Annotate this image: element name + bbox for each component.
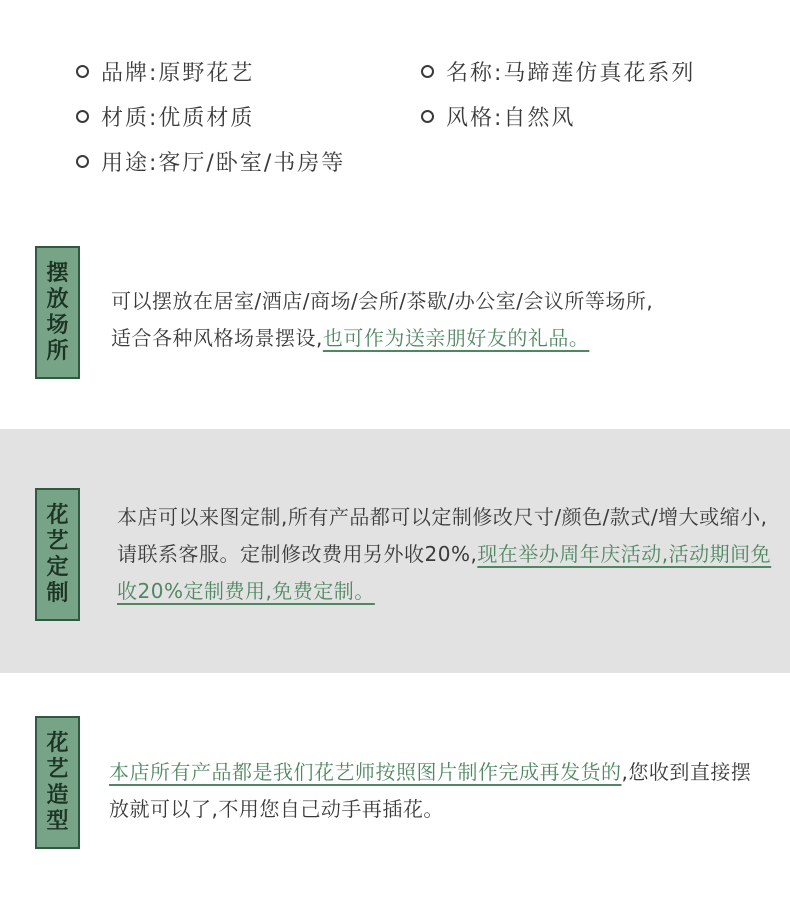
placement-highlight-text: 也可作为送亲朋好友的礼品。 — [322, 326, 590, 350]
circle-bullet-icon — [76, 110, 89, 123]
circle-bullet-icon — [421, 110, 434, 123]
custom-highlight-text: 现在举办周年庆活动,活动期间免收20%定制费用,免费定制。 — [117, 542, 772, 603]
tag-char: 所 — [46, 338, 69, 364]
tag-char: 定 — [46, 554, 69, 580]
placement-line-2-text: 适合各种风格场景摆设, — [111, 326, 323, 350]
custom-section — [0, 429, 790, 673]
spec-material-text: 材质:优质材质 — [101, 106, 255, 131]
tag-char: 放 — [46, 286, 69, 312]
tag-char: 艺 — [46, 528, 69, 554]
spec-usage — [76, 146, 345, 177]
spec-brand-text: 品牌:原野花艺 — [101, 61, 255, 86]
tag-char: 型 — [46, 808, 69, 834]
spec-style-text: 风格:自然风 — [446, 106, 576, 131]
placement-line-1: 可以摆放在居室/酒店/商场/会所/茶歇/办公室/会议所等场所, — [111, 289, 654, 313]
placement-tag — [35, 246, 80, 379]
tag-char: 场 — [46, 312, 69, 338]
custom-tag — [35, 488, 80, 621]
custom-text: 本店可以来图定制,所有产品都可以定制修改尺寸/颜色/款式/增大或缩小,请联系客服。定制修改费用另外收20%, — [117, 505, 768, 566]
spec-name — [421, 56, 695, 87]
design-section — [0, 673, 790, 904]
tag-char: 花 — [46, 502, 69, 528]
product-specs-list — [0, 0, 790, 200]
tag-char: 摆 — [46, 260, 69, 286]
spec-material — [76, 101, 254, 132]
tag-char: 造 — [46, 782, 69, 808]
design-description — [109, 754, 769, 828]
circle-bullet-icon — [76, 65, 89, 78]
design-highlight-text: 本店所有产品都是我们花艺师按照图片制作完成再发货的 — [109, 760, 622, 784]
design-text: ,您收到直接摆放就可以了,不用您自己动手再插花。 — [109, 760, 752, 821]
placement-section — [0, 200, 790, 429]
tag-char: 花 — [46, 730, 69, 756]
spec-style — [421, 101, 575, 132]
placement-line-2 — [111, 320, 761, 357]
tag-char: 艺 — [46, 756, 69, 782]
circle-bullet-icon — [421, 65, 434, 78]
custom-description — [117, 499, 779, 610]
design-tag — [35, 716, 80, 849]
spec-brand — [76, 56, 254, 87]
spec-usage-text: 用途:客厅/卧室/书房等 — [101, 151, 346, 176]
circle-bullet-icon — [76, 155, 89, 168]
placement-description — [111, 283, 761, 357]
tag-char: 制 — [46, 580, 69, 606]
spec-name-text: 名称:马蹄莲仿真花系列 — [446, 61, 696, 86]
